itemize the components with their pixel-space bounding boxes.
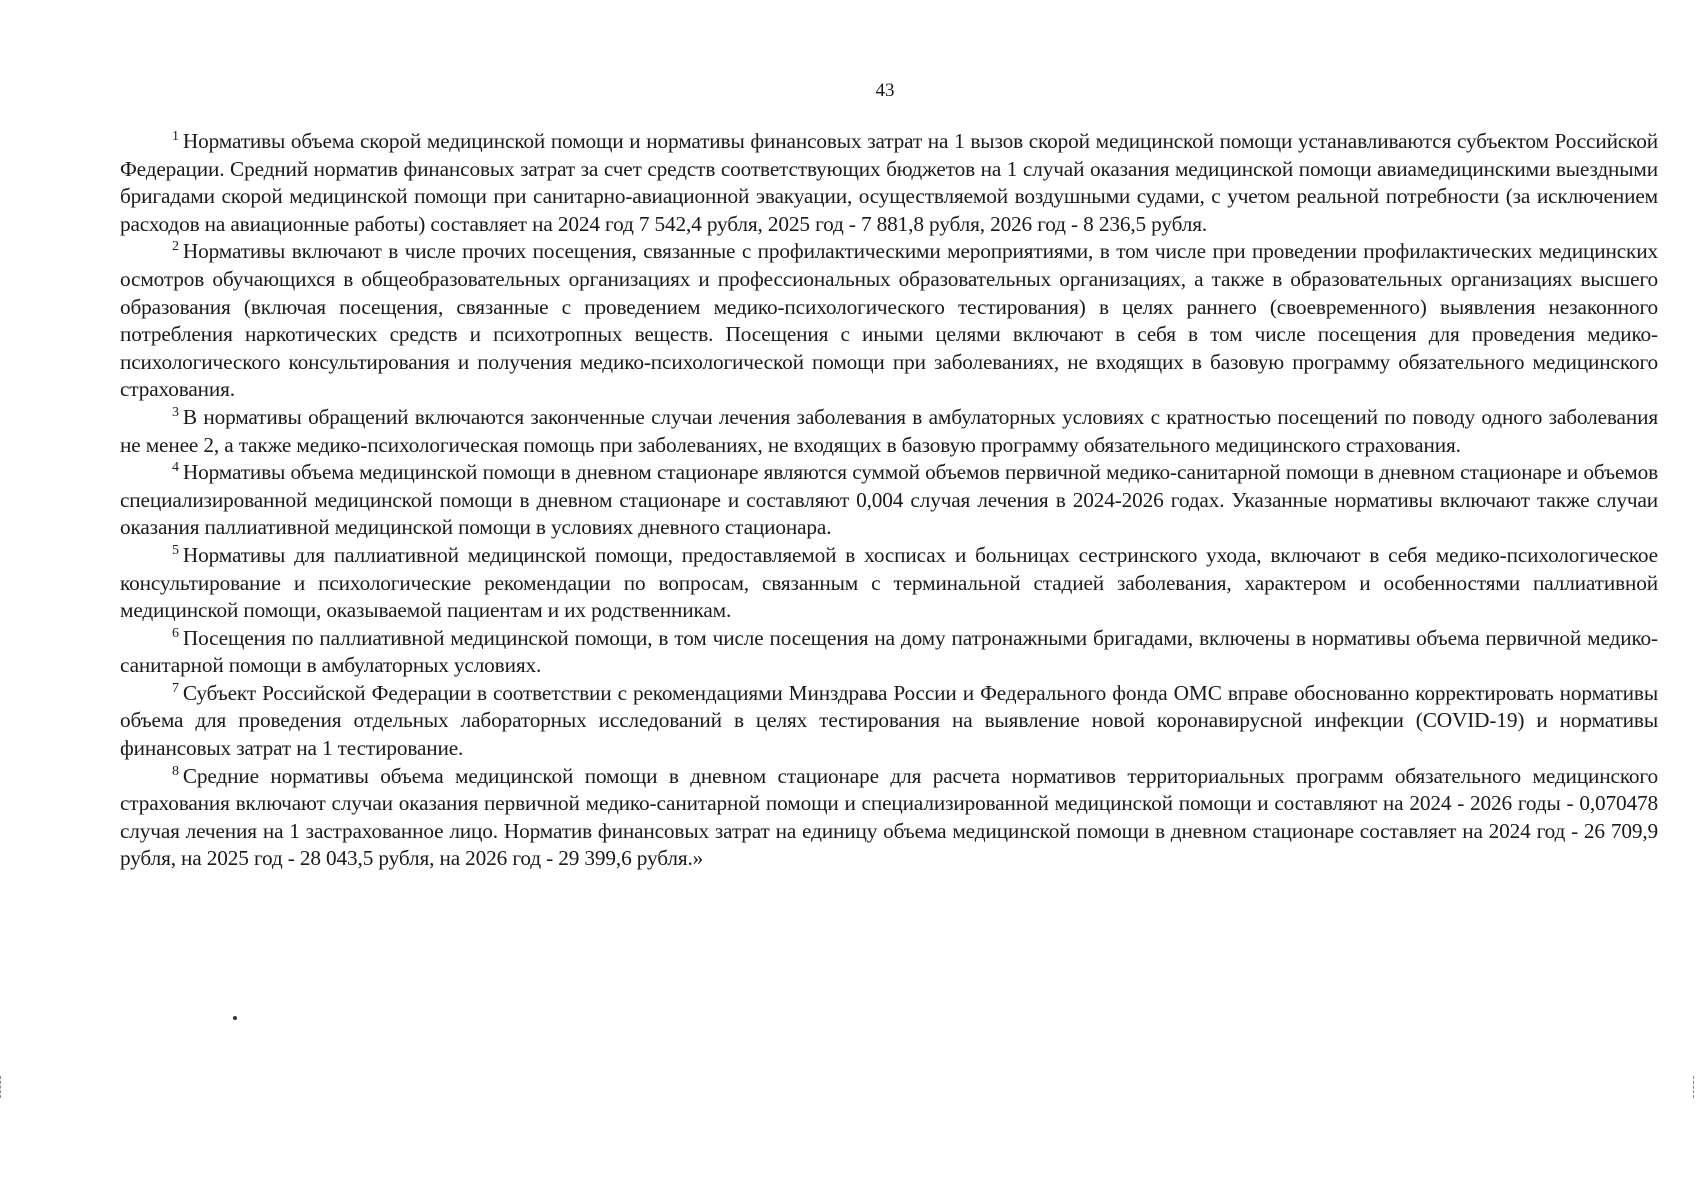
footnote-7: [120, 680, 1658, 763]
footnote-marker-1: 1: [172, 129, 179, 144]
footnote-3: [120, 404, 1658, 459]
footnotes-section: [120, 128, 1658, 873]
footnote-8: [120, 763, 1658, 873]
stray-dot: [233, 1016, 237, 1020]
page-number: 43: [875, 80, 895, 101]
scan-edge-mark-left: [0, 1076, 4, 1098]
footnote-marker-3: 3: [172, 404, 179, 420]
footnote-6: [120, 625, 1658, 680]
footnote-4: [120, 459, 1658, 542]
scan-edge-mark-right: [1693, 1076, 1697, 1098]
footnote-marker-7: 7: [172, 680, 179, 696]
footnote-text-6: Посещения по паллиативной медицинской помощи, в том числе посещения на дому патронажными бригадами, включены в нормативы объема первичной медико-санитарной помощи в амбулаторных условиях.: [120, 625, 1658, 678]
footnote-marker-4: 4: [172, 460, 179, 476]
footnote-text-7: Субъект Российской Федерации в соответствии с рекомендациями Минздрава России и Федерального фонда ОМС вправе обоснованно корректировать нормативы объема для проведения отдельных лабораторных исследований в целях тестирования на выявление новой коронавирусной инфекции (COVID-19) и нормативы финансовых затрат на 1 тестирование.: [120, 680, 1658, 761]
footnote-marker-2: 2: [172, 239, 179, 255]
footnote-text-2: Нормативы включают в числе прочих посещения, связанные с профилактическими мероприятиями, в том числе при проведении профилактических медицинских осмотров обучающихся в общеобразовательных организациях и профессиональных образовательных организациях, а также в образовательных организациях высшего образования (включая посещения, связанные с проведением медико-психологического тестирования) в целях раннего (своевременного) выявления незаконного потребления наркотических средств и психотропных веществ. Посещения с иными целями включают в себя в том числе посещения для проведения медико-психологического консультирования и получения медико-психологической помощи при заболеваниях, не входящих в базовую программу обязательного медицинского страхования.: [120, 239, 1658, 402]
footnote-text-1: Нормативы объема скорой медицинской помощи и нормативы финансовых затрат на 1 вызов скорой медицинской помощи устанавливаются субъектом Российской Федерации. Средний норматив финансовых затрат за счет средств соответствующих бюджетов на 1 случай оказания медицинской помощи авиамедицинскими выездными бригадами скорой медицинской помощи при санитарно-авиационной эвакуации, осуществляемой воздушными судами, с учетом реальной потребности (за исключением расходов на авиационные работы) составляет на 2024 год 7 542,4 рубля, 2025 год - 7 881,8 рубля, 2026 год - 8 236,5 рубля.: [120, 129, 1658, 236]
footnote-text-8: Средние нормативы объема медицинской помощи в дневном стационаре для расчета нормативов территориальных программ обязательного медицинского страхования включают случаи оказания первичной медико-санитарной помощи и специализированной медицинской помощи и составляют на 2024 - 2026 годы - 0,070478 случая лечения на 1 застрахованное лицо. Норматив финансовых затрат на единицу объема медицинской помощи в дневном стационаре составляет на 2024 год - 26 709,9 рубля, на 2025 год - 28 043,5 рубля, на 2026 год - 29 399,6 рубля.»: [120, 763, 1658, 871]
footnote-5: [120, 542, 1658, 625]
footnote-marker-5: 5: [172, 542, 179, 558]
footnote-text-4: Нормативы объема медицинской помощи в дневном стационаре являются суммой объемов первичной медико-санитарной помощи в дневном стационаре и объемов специализированной медицинской помощи в дневном стационаре и составляют 0,004 случая лечения в 2024-2026 годах. Указанные нормативы включают также случаи оказания паллиативной медицинской помощи в условиях дневного стационара.: [120, 460, 1658, 540]
footnote-text-3: В нормативы обращений включаются законченные случаи лечения заболевания в амбулаторных условиях с кратностью посещений по поводу одного заболевания не менее 2, а также медико-психологическая помощь при заболеваниях, не входящих в базовую программу обязательного медицинского страхования.: [120, 404, 1658, 457]
footnote-text-5: Нормативы для паллиативной медицинской помощи, предоставляемой в хосписах и больницах сестринского ухода, включают в себя медико-психологическое консультирование и психологические рекомендации по вопросам, связанным с терминальной стадией заболевания, характером и особенностями паллиативной медицинской помощи, оказываемой пациентам и их родственникам.: [120, 542, 1658, 623]
footnote-marker-6: 6: [172, 625, 179, 641]
footnote-marker-8: 8: [172, 763, 179, 779]
footnote-2: [120, 238, 1658, 404]
footnote-1: [120, 128, 1658, 238]
